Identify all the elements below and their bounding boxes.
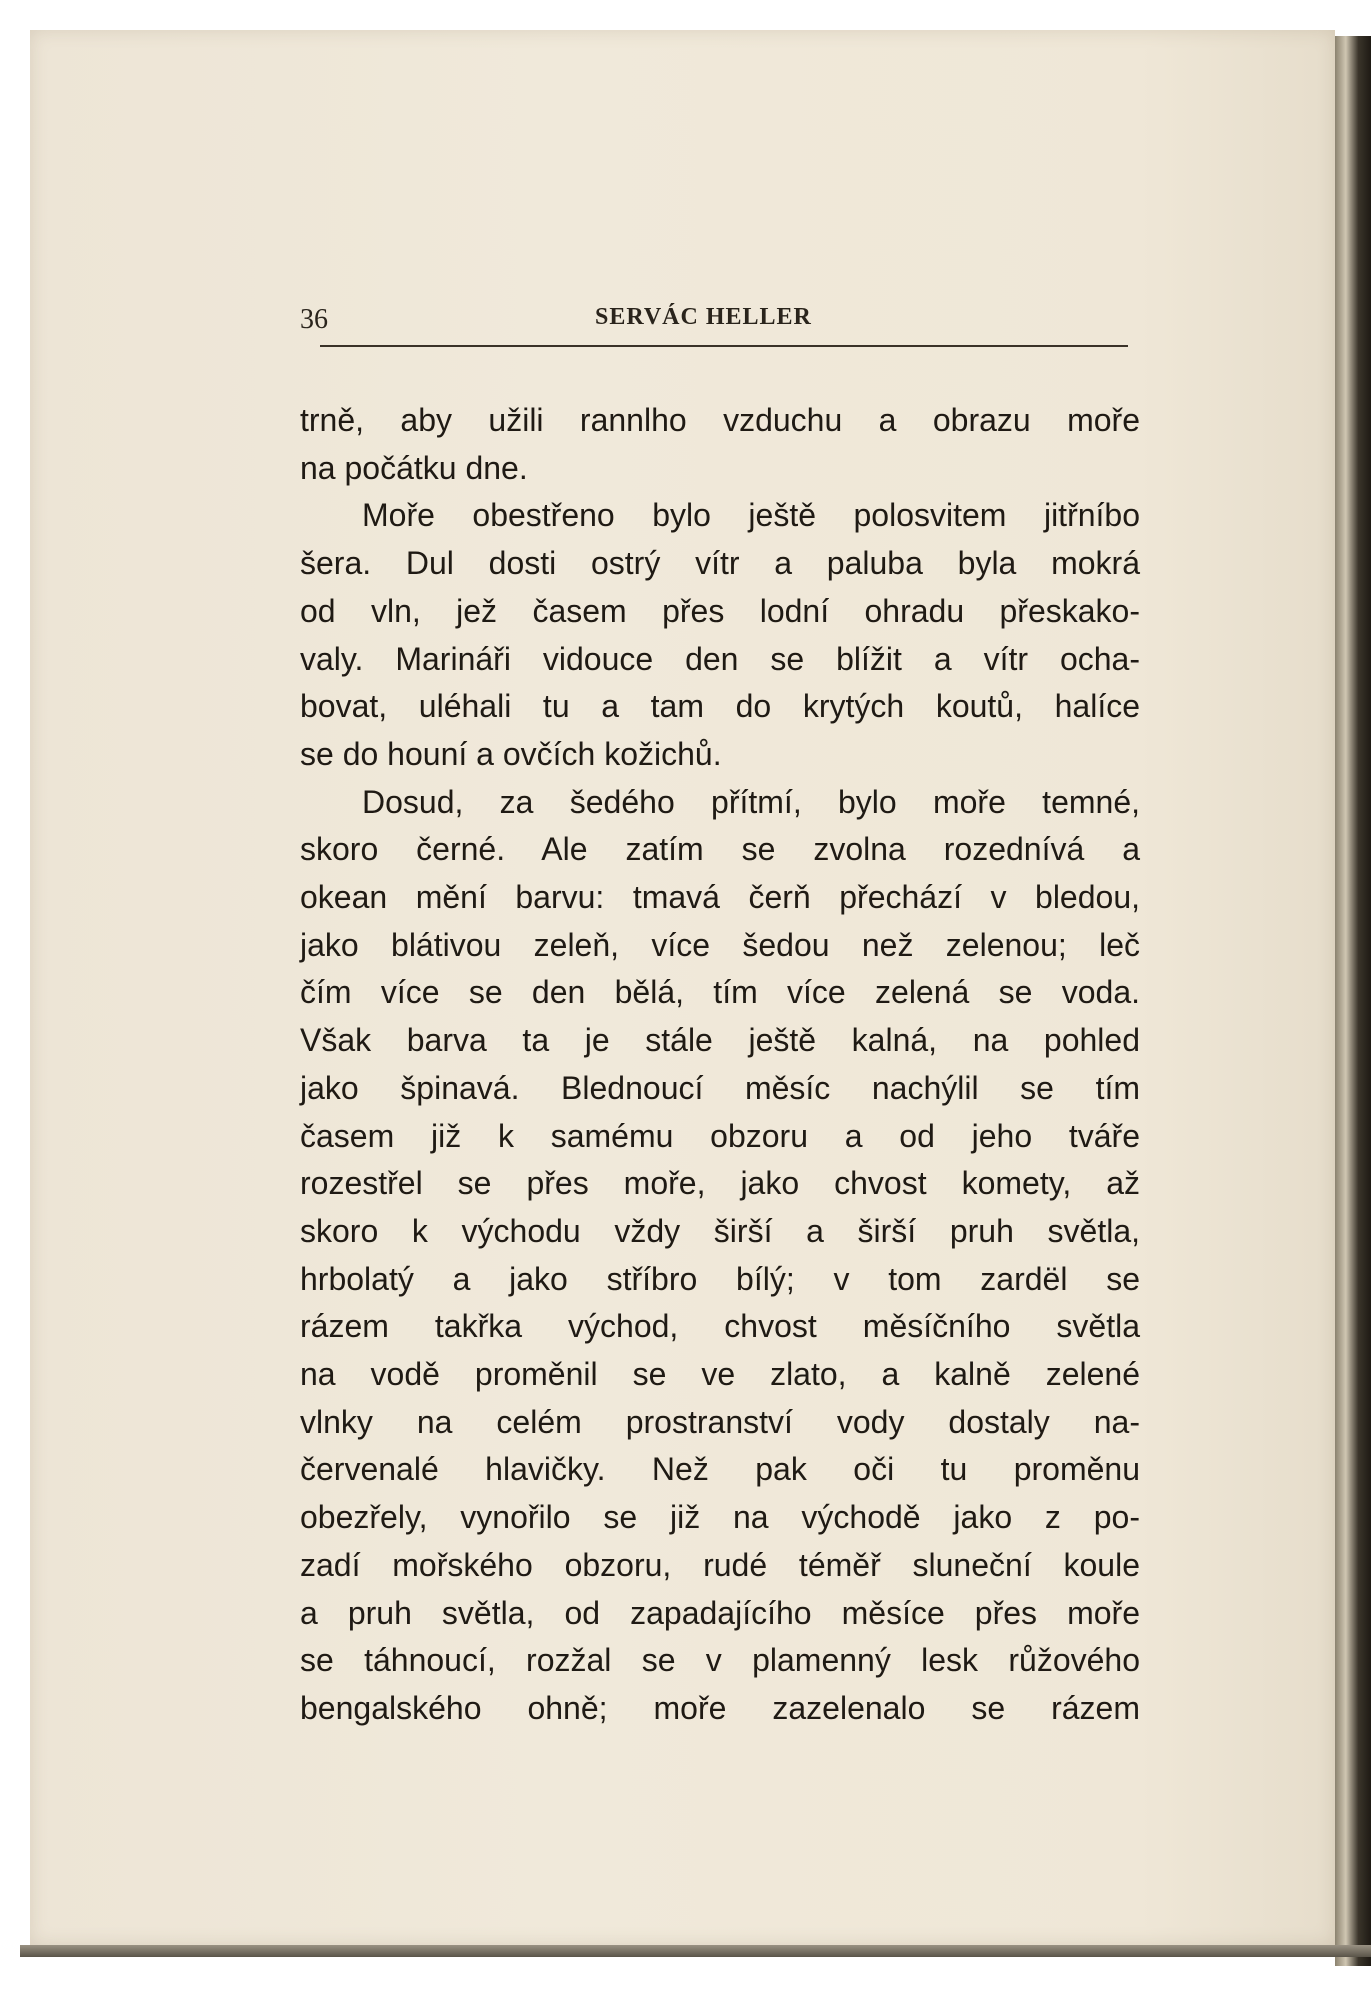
text-line: Dosud, za šedého přítmí, bylo moře temné, xyxy=(362,783,1140,820)
book-spine xyxy=(1335,36,1371,1966)
text-line: skoro k východu vždy širší a širší pruh světla, xyxy=(300,1212,1140,1249)
text-line: Však barva ta je stále ještě kalná, na pohled xyxy=(300,1022,1140,1059)
running-title: SERVÁC HELLER xyxy=(595,304,812,330)
text-line: jako blátivou zeleň, více šedou než zelenou; leč xyxy=(300,926,1140,963)
text-line: okean mění barvu: tmavá čerň přechází v bledou, xyxy=(300,879,1140,916)
text-line: červenalé hlavičky. Než pak oči tu proměnu xyxy=(300,1451,1140,1488)
text-line: rozestřel se přes moře, jako chvost komety, až xyxy=(300,1165,1140,1202)
text-line: valy. Marináři vidouce den se blížit a vítr ocha- xyxy=(300,640,1140,677)
text-line: trně, aby užili rannlho vzduchu a obrazu moře xyxy=(300,402,1140,438)
text-line: obezřely, vynořilo se již na východě jako z po- xyxy=(300,1499,1140,1536)
text-line: zadí mořského obzoru, rudé téměř sluneční koule xyxy=(300,1546,1140,1583)
text-line: čím více se den bělá, tím více zelená se voda. xyxy=(300,974,1140,1011)
text-line: se táhnoucí, rozžal se v plamenný lesk růžového xyxy=(300,1642,1140,1679)
text-line: a pruh světla, od zapadajícího měsíce přes moře xyxy=(300,1594,1140,1631)
text-line: skoro černé. Ale zatím se zvolna rozednívá a xyxy=(300,831,1140,868)
text-line: jako špinavá. Blednoucí měsíc nachýlil se tím xyxy=(300,1069,1140,1106)
page-number: 36 xyxy=(300,304,328,335)
header-rule xyxy=(320,345,1128,347)
text-line: na počátku dne. xyxy=(300,449,528,486)
running-head xyxy=(300,298,1130,348)
text-line: hrbolatý a jako stříbro bílý; v tom zardël se xyxy=(300,1260,1140,1297)
text-line: vlnky na celém prostranství vody dostaly na- xyxy=(300,1403,1140,1440)
text-line: šera. Dul dosti ostrý vítr a paluba byla mokrá xyxy=(300,545,1140,582)
body-text xyxy=(300,397,1140,1733)
text-line: bovat, uléhali tu a tam do krytých koutů, halíce xyxy=(300,688,1140,725)
text-line: bengalského ohně; moře zazelenalo se rázem xyxy=(300,1689,1140,1726)
text-line: na vodě proměnil se ve zlato, a kalně zelené xyxy=(300,1356,1140,1393)
text-line: se do houní a ovčích kožichů. xyxy=(300,735,722,772)
text-line: rázem takřka východ, chvost měsíčního světla xyxy=(300,1308,1140,1345)
page-bottom-edge xyxy=(20,1945,1371,1957)
text-line: Moře obestřeno bylo ještě polosvitem jitřníbo xyxy=(362,497,1140,534)
text-line: časem již k samému obzoru a od jeho tváře xyxy=(300,1117,1140,1154)
text-line: od vln, jež časem přes lodní ohradu přeskako- xyxy=(300,592,1140,629)
